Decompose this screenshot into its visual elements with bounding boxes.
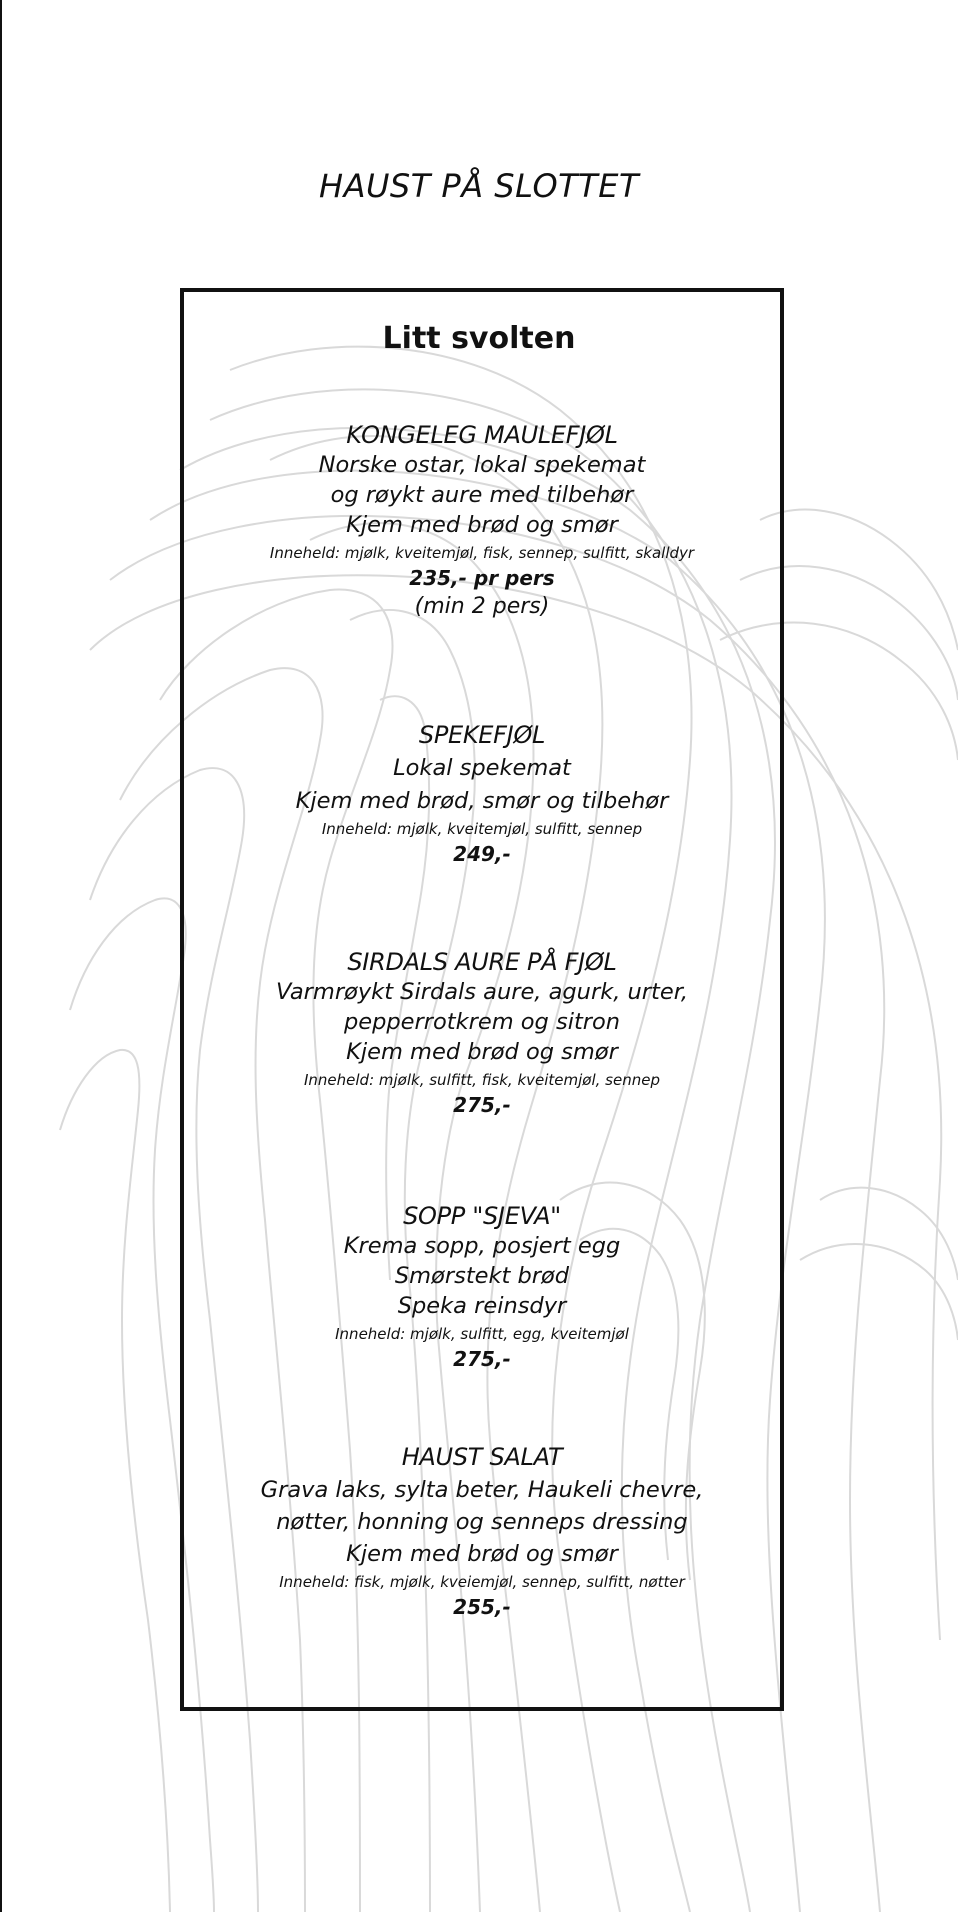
dish-name: KONGELEG MAULEFJØL <box>346 421 618 449</box>
dish-name: HAUST SALAT <box>401 1443 563 1471</box>
dish-description-line: Norske ostar, lokal spekemat <box>318 452 646 478</box>
menu-item-haust-salat <box>184 1442 780 1621</box>
dish-name: SPEKEFJØL <box>418 721 546 749</box>
dish-price: 275,- <box>453 1093 511 1117</box>
dish-price: 235,- pr pers <box>409 566 555 590</box>
dish-price: 249,- <box>453 842 511 866</box>
dish-description-line: og røykt aure med tilbehør <box>330 482 634 508</box>
page-title: HAUST PÅ SLOTTET <box>319 167 639 205</box>
dish-description-line: Kjem med brød og smør <box>346 1541 618 1567</box>
menu-item-sopp-sjeva <box>184 1201 780 1373</box>
dish-name: SOPP "SJEVA" <box>403 1202 561 1230</box>
dish-allergens: Inneheld: fisk, mjølk, kveiemjøl, sennep, sulfitt, nøtter <box>279 1573 685 1591</box>
menu-item-kongeleg-maulefjol <box>184 420 780 622</box>
dish-price: 275,- <box>453 1347 511 1371</box>
dish-description-line: Kjem med brød, smør og tilbehør <box>295 788 669 814</box>
dish-description-line: Speka reinsdyr <box>397 1293 567 1319</box>
menu-item-spekefjol <box>184 720 780 868</box>
dish-description-line: Grava laks, sylta beter, Haukeli chevre, <box>260 1477 704 1503</box>
dish-description-line: Krema sopp, posjert egg <box>343 1233 621 1259</box>
dish-description-line: Lokal spekemat <box>393 755 571 781</box>
dish-allergens: Inneheld: mjølk, sulfitt, egg, kveitemjøl <box>335 1325 629 1343</box>
dish-description-line: Kjem med brød og smør <box>346 512 618 538</box>
dish-description-line: nøtter, honning og senneps dressing <box>276 1509 688 1535</box>
dish-allergens: Inneheld: mjølk, sulfitt, fisk, kveitemjøl, sennep <box>303 1071 660 1089</box>
dish-price: 255,- <box>453 1595 511 1619</box>
dish-description-line: Kjem med brød og smør <box>346 1039 618 1065</box>
section-title: Litt svolten <box>382 321 576 356</box>
dish-description-line: Smørstekt brød <box>394 1263 570 1289</box>
dish-name: SIRDALS AURE PÅ FJØL <box>347 948 617 976</box>
dish-allergens: Inneheld: mjølk, kveitemjøl, fisk, sennep, sulfitt, skalldyr <box>269 544 695 562</box>
dish-note: (min 2 pers) <box>414 594 550 619</box>
dish-allergens: Inneheld: mjølk, kveitemjøl, sulfitt, sennep <box>321 820 643 838</box>
dish-description-line: Varmrøykt Sirdals aure, agurk, urter, <box>275 979 689 1005</box>
menu-item-sirdals-aure-pa-fjol <box>184 947 780 1119</box>
dish-description-line: pepperrotkrem og sitron <box>343 1009 621 1035</box>
